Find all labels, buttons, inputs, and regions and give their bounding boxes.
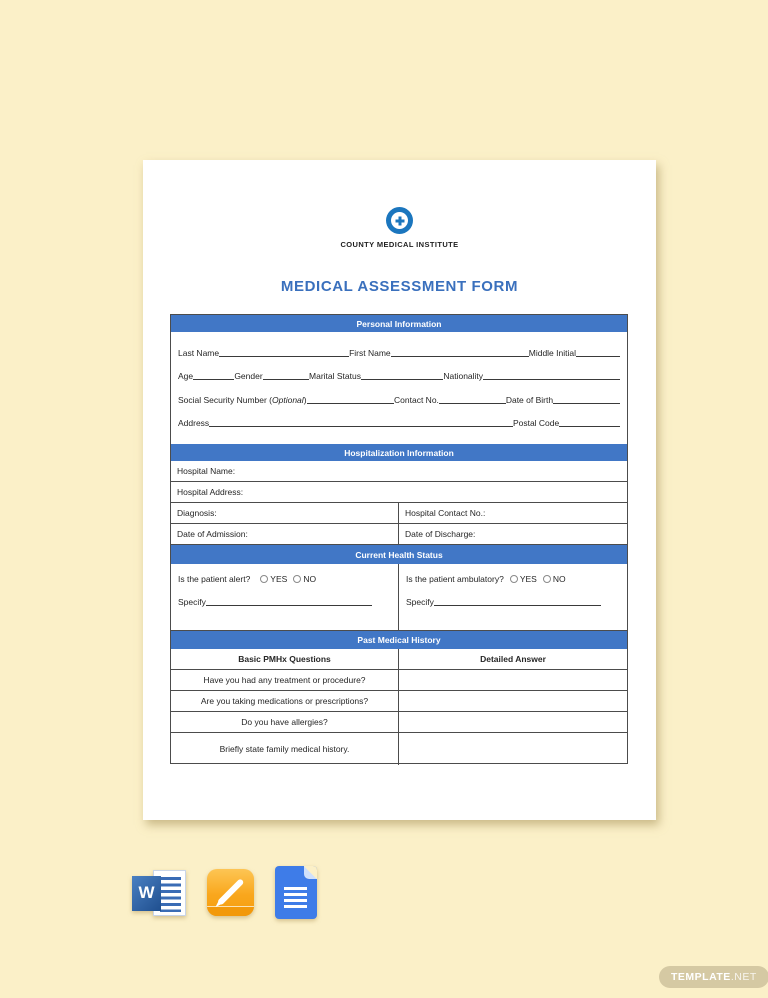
middle-initial-label: Middle Initial <box>528 347 576 358</box>
watermark-brand: TEMPLATE <box>671 971 731 983</box>
alert-yes-option <box>260 574 287 584</box>
first-name-label: First Name <box>349 347 391 358</box>
hospital-contact-label: Hospital Contact No.: <box>405 508 486 518</box>
section-header-past-medical-history: Past Medical History <box>171 631 627 649</box>
personal-row-1 <box>178 348 620 358</box>
answer-cell-4 <box>399 733 627 765</box>
template-net-watermark <box>659 966 768 988</box>
logo-container <box>143 207 656 234</box>
question-medications-prescriptions: Are you taking medications or prescriptions? <box>171 691 399 711</box>
page-fold-corner <box>304 866 317 879</box>
hospital-name-label: Hospital Name: <box>177 466 236 476</box>
age-field-line <box>193 377 234 380</box>
last-name-label: Last Name <box>178 347 220 358</box>
alert-yes-radio[interactable] <box>260 575 268 583</box>
section-header-hospitalization-information: Hospitalization Information <box>171 444 627 461</box>
alert-no-radio[interactable] <box>293 575 301 583</box>
diagnosis-contact-row <box>171 503 627 524</box>
watermark-suffix: .NET <box>730 971 757 983</box>
ambulatory-no-option <box>543 574 566 584</box>
medical-history-row-4 <box>171 733 627 765</box>
marital-status-label: Marital Status <box>309 371 361 382</box>
personal-row-2 <box>178 371 620 381</box>
hospital-address-row <box>171 482 627 503</box>
patient-ambulatory-column <box>399 564 627 630</box>
patient-alert-question: Is the patient alert? <box>178 574 251 584</box>
hospital-name-row <box>171 461 627 482</box>
patient-ambulatory-question-line <box>406 574 617 584</box>
patient-alert-column <box>171 564 399 630</box>
google-docs-icon[interactable] <box>275 866 317 919</box>
ambulatory-specify-label: Specify <box>406 597 434 607</box>
medical-assessment-form <box>170 314 628 764</box>
available-formats <box>132 866 317 919</box>
personal-row-4 <box>178 418 620 428</box>
last-name-field-line <box>219 354 349 357</box>
medical-history-header-row <box>171 649 627 670</box>
admission-discharge-row <box>171 524 627 545</box>
date-of-birth-label: Date of Birth <box>505 394 554 405</box>
nationality-label: Nationality <box>443 371 484 382</box>
contact-no-label: Contact No. <box>394 394 439 405</box>
alert-yes-label: YES <box>270 574 288 584</box>
postal-code-field-line <box>559 424 620 427</box>
apple-pages-icon[interactable] <box>207 869 254 916</box>
gender-label: Gender <box>234 371 263 382</box>
question-allergies: Do you have allergies? <box>171 712 399 732</box>
ssn-label: Social Security Number (Optional) <box>178 394 307 405</box>
ambulatory-yes-label: YES <box>519 574 537 584</box>
age-label: Age <box>178 371 194 382</box>
date-of-birth-field-line <box>553 401 620 404</box>
question-treatment-procedure: Have you had any treatment or procedure? <box>171 670 399 690</box>
current-health-status-body <box>171 564 627 631</box>
medical-cross-logo-icon <box>386 207 413 234</box>
address-field-line <box>209 424 513 427</box>
marital-status-field-line <box>361 377 443 380</box>
personal-row-3 <box>178 395 620 405</box>
form-title: MEDICAL ASSESSMENT FORM <box>280 278 519 295</box>
answer-cell-3 <box>399 712 627 732</box>
ambulatory-no-label: NO <box>552 574 566 584</box>
alert-no-option <box>293 574 316 584</box>
first-name-field-line <box>391 354 529 357</box>
microsoft-word-icon[interactable] <box>132 868 186 918</box>
ambulatory-no-radio[interactable] <box>543 575 551 583</box>
contact-no-field-line <box>439 401 506 404</box>
ambulatory-yes-radio[interactable] <box>510 575 518 583</box>
alert-specify-field-line <box>206 603 372 606</box>
answer-cell-1 <box>399 670 627 690</box>
pen-icon <box>217 878 244 905</box>
answer-cell-2 <box>399 691 627 711</box>
ambulatory-yes-option <box>510 574 537 584</box>
personal-information-body <box>171 332 627 444</box>
date-of-admission-label: Date of Admission: <box>171 524 399 544</box>
nationality-field-line <box>483 377 620 380</box>
patient-alert-question-line <box>178 574 388 584</box>
word-letter: W <box>132 876 161 911</box>
alert-no-label: NO <box>303 574 317 584</box>
date-of-discharge-label: Date of Discharge: <box>405 529 476 539</box>
alert-specify-label: Specify <box>178 597 206 607</box>
patient-ambulatory-question: Is the patient ambulatory? <box>406 574 504 584</box>
ssn-field-line <box>307 401 395 404</box>
hospital-address-label: Hospital Address: <box>177 487 244 497</box>
medical-history-row-1 <box>171 670 627 691</box>
detailed-answer-column-header: Detailed Answer <box>480 654 546 664</box>
pmhx-questions-column-header: Basic PMHx Questions <box>171 649 399 669</box>
ambulatory-specify-line <box>406 597 617 607</box>
gender-field-line <box>263 377 309 380</box>
section-header-current-health-status: Current Health Status <box>171 545 627 564</box>
section-header-personal-information: Personal Information <box>171 315 627 332</box>
question-family-medical-history: Briefly state family medical history. <box>171 733 399 765</box>
organization-name: COUNTY MEDICAL INSTITUTE <box>340 240 459 249</box>
medical-history-row-2 <box>171 691 627 712</box>
document-preview <box>143 160 656 820</box>
address-label: Address <box>178 418 210 429</box>
medical-history-row-3 <box>171 712 627 733</box>
middle-initial-field-line <box>576 354 620 357</box>
ambulatory-specify-field-line <box>434 603 601 606</box>
diagnosis-label: Diagnosis: <box>171 503 399 523</box>
alert-specify-line <box>178 597 388 607</box>
postal-code-label: Postal Code <box>512 418 560 429</box>
